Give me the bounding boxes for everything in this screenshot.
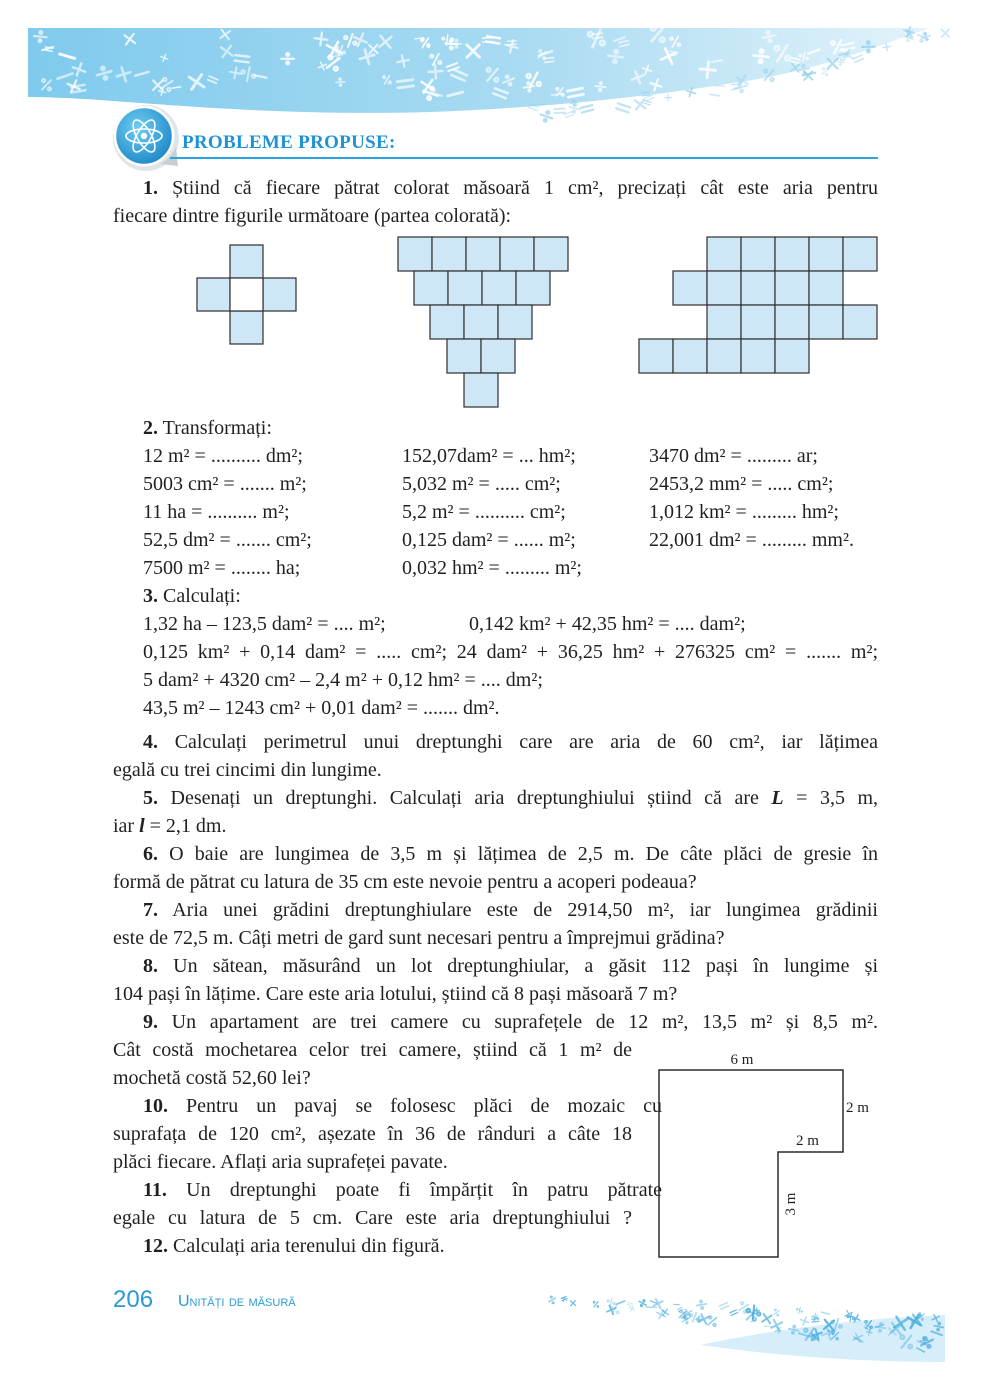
problem-text: fiecare dintre figurile următoare (partea colorată): (113, 205, 512, 227)
problem-text: 104 pași în lățime. Care este aria lotului, știind că 8 pași măsoară 7 m? (113, 983, 678, 1005)
colored-square (707, 339, 741, 373)
problem-text: mochetă costă 52,60 lei? (113, 1067, 311, 1089)
colored-square (500, 237, 534, 271)
problem-1-line-1 (113, 174, 878, 202)
conversion-item: 3470 dm² = ......... ar; (649, 445, 818, 467)
section-title: PROBLEME PROPUSE: (182, 132, 396, 153)
chapter-title: Unități de măsură (178, 1293, 296, 1310)
label-top-side: 6 m (730, 1052, 754, 1068)
problem-5-line-2 (113, 812, 878, 840)
equals-symbol-icon (627, 1302, 633, 1306)
conversion-item: 11 ha = .......... m²; (143, 501, 290, 523)
conversion-table (143, 442, 903, 582)
problem-text: Desenați un dreptunghi. Calculați aria dreptunghiului știind că are (170, 787, 759, 809)
times-symbol-icon (629, 1306, 634, 1311)
problem-3-title (143, 582, 878, 610)
problem-text: = 2,1 dm. (149, 815, 227, 837)
colored-square (707, 237, 741, 271)
divide-symbol-icon (696, 1300, 707, 1310)
problem-text: egală cu trei cincimi din lungime. (113, 759, 382, 781)
colored-square (481, 339, 515, 373)
problem-text: iar (113, 815, 135, 837)
minus-symbol-icon (415, 38, 422, 39)
conversion-item: 22,001 dm² = ......... mm². (649, 529, 854, 551)
percent-symbol-icon (593, 1301, 599, 1307)
colored-square (673, 271, 707, 305)
problem-1 (113, 174, 878, 230)
problem-9-line-2 (113, 1036, 632, 1064)
problem-text: suprafața de 120 cm², așezate în 36 de rânduri a câte 18 (113, 1123, 632, 1145)
colored-square (414, 271, 448, 305)
colored-square (741, 271, 775, 305)
colored-square (843, 305, 877, 339)
blank-square (230, 278, 263, 311)
problem-number: 4. (143, 731, 158, 753)
percent-symbol-icon (548, 1296, 556, 1304)
problem-10-line-1 (113, 1092, 662, 1120)
percent-symbol-icon (607, 1298, 616, 1307)
problem-text: Un dreptunghi poate fi împărțit în patru pătrate (186, 1179, 662, 1201)
problem-number: 10. (143, 1095, 168, 1117)
colored-square (464, 305, 498, 339)
colored-square (230, 311, 263, 344)
problem-2-title (143, 414, 903, 442)
equals-symbol-icon (720, 1303, 729, 1309)
expression: 1,32 ha – 123,5 dam² = .... m²; (143, 613, 386, 635)
plus-symbol-icon (665, 94, 672, 101)
minus-symbol-icon (821, 1312, 829, 1314)
problem-text: Calculați perimetrul unui dreptunghi care are aria de 60 cm², iar lățimea (174, 731, 879, 753)
colored-square (197, 278, 230, 311)
page-number: 206 (113, 1286, 154, 1313)
problem-number: 6. (143, 843, 158, 865)
colored-square (263, 278, 296, 311)
problem-text: Un sătean, măsurând un lot dreptunghiular, a găsit 112 pași în lungime și (173, 955, 878, 977)
problem-3 (143, 582, 878, 722)
problem-6-line-2 (113, 868, 878, 896)
problem-title: Transformați: (162, 417, 272, 439)
colored-square (639, 339, 673, 373)
conversion-item: 152,07dam² = ... hm²; (402, 445, 576, 467)
percent-symbol-icon (796, 1307, 802, 1313)
colored-square (230, 245, 263, 278)
problem-number: 8. (143, 955, 158, 977)
problem-text: plăci fiecare. Aflați aria suprafeței pavate. (113, 1151, 448, 1173)
problem-number: 12. (143, 1235, 168, 1257)
minus-symbol-icon (764, 1326, 771, 1327)
variable-width: l (139, 815, 145, 837)
figure-l-shaped-terrain (655, 1050, 855, 1262)
conversion-item: 7500 m² = ........ ha; (143, 557, 301, 579)
colored-square (464, 373, 498, 407)
colored-square (516, 271, 550, 305)
problem-number: 2. (143, 417, 158, 439)
conversion-item: 5003 cm² = ....... m²; (143, 473, 307, 495)
colored-square (482, 271, 516, 305)
conversion-item: 52,5 dm² = ....... cm²; (143, 529, 312, 551)
problem-text: Știind că fiecare pătrat colorat măsoară 1 cm², precizați cât este aria pentru (172, 177, 879, 199)
problem-text: O baie are lungimea de 3,5 m și lățimea de 2,5 m. De câte plăci de gresie în (169, 843, 879, 865)
minus-symbol-icon (731, 88, 739, 90)
colored-square (498, 305, 532, 339)
problem-5-line-1 (113, 784, 878, 812)
colored-square (775, 339, 809, 373)
atom-icon (108, 100, 182, 174)
conversion-item: 0,032 hm² = ......... m²; (402, 557, 582, 579)
problem-text: Aria unei grădini dreptunghiulare este de 2914,50 m², iar lungimea grădinii (172, 899, 878, 921)
figure-stepped-shape (638, 236, 880, 376)
problem-8-line-2 (113, 980, 878, 1008)
problem-6-line-1 (113, 840, 878, 868)
colored-square (775, 271, 809, 305)
colored-square (843, 237, 877, 271)
minus-symbol-icon (650, 1301, 656, 1303)
problem-number: 5. (143, 787, 158, 809)
problem-title: Calculați: (163, 585, 241, 607)
problem-text: Cât costă mochetarea celor trei camere, știind că 1 m² de (113, 1039, 632, 1061)
percent-symbol-icon (773, 1309, 780, 1316)
expression: 0,125 km² + 0,14 dam² = ..... cm²; 24 dam² + 36,25 hm² + 276325 cm² = ....... m²; (143, 641, 878, 663)
label-vertical-side: 3 m (783, 1192, 799, 1216)
problem-number: 3. (143, 585, 158, 607)
equals-symbol-icon (730, 1310, 738, 1316)
problem-text: = 3,5 m, (796, 787, 879, 809)
times-symbol-icon (771, 1320, 782, 1331)
label-right-side: 2 m (846, 1100, 869, 1116)
variable-length: L (771, 787, 784, 809)
times-symbol-icon (570, 1301, 575, 1306)
problem-text: formă de pătrat cu latura de 35 cm este nevoie pentru a acoperi podeaua? (113, 871, 697, 893)
colored-square (741, 237, 775, 271)
problem-number: 11. (143, 1179, 167, 1201)
colored-square (809, 305, 843, 339)
colored-square (448, 271, 482, 305)
problem-number: 7. (143, 899, 158, 921)
minus-symbol-icon (616, 1301, 625, 1304)
problem-text: este de 72,5 m. Câți metri de gard sunt necesari pentru a împrejmui grădina? (113, 927, 725, 949)
problem-8-line-1 (113, 952, 878, 980)
problem-3-line-4 (143, 694, 878, 722)
plus-symbol-icon (799, 1316, 810, 1327)
problem-4-line-1 (113, 728, 878, 756)
problem-3-line-3 (143, 666, 878, 694)
terrain-outline (659, 1070, 843, 1257)
figure-plus-shape (196, 244, 298, 346)
minus-symbol-icon (715, 86, 724, 87)
decorative-footer-symbols (520, 1270, 960, 1370)
problem-text: Calculați aria terenului din figură. (173, 1235, 445, 1257)
colored-square (447, 339, 481, 373)
colored-square (741, 339, 775, 373)
colored-square (707, 271, 741, 305)
conversion-item: 5,032 m² = ..... cm²; (402, 473, 561, 495)
problem-11-line-2 (113, 1204, 632, 1232)
conversion-item: 2453,2 mm² = ..... cm²; (649, 473, 834, 495)
problem-number: 9. (143, 1011, 158, 1033)
colored-square (534, 237, 568, 271)
problem-10-line-2 (113, 1120, 632, 1148)
problem-number: 1. (143, 177, 158, 199)
colored-square (673, 339, 707, 373)
problem-9-line-1 (113, 1008, 878, 1036)
divide-symbol-icon (539, 109, 554, 123)
plus-symbol-icon (651, 1297, 665, 1311)
percent-symbol-icon (821, 67, 830, 76)
colored-square (707, 305, 741, 339)
title-underline (170, 157, 878, 159)
colored-square (809, 237, 843, 271)
problem-7-line-1 (113, 896, 878, 924)
colored-square (775, 237, 809, 271)
plus-symbol-icon (605, 1303, 618, 1316)
problem-4-line-2 (113, 756, 878, 784)
problem-text: Pentru un pavaj se folosesc plăci de mozaic cu (186, 1095, 663, 1117)
equals-symbol-icon (616, 103, 630, 112)
plus-symbol-icon (811, 1313, 819, 1321)
problem-2 (143, 414, 903, 582)
problem-3-line-1 (143, 610, 878, 638)
percent-symbol-icon (690, 1313, 699, 1323)
conversion-item: 5,2 m² = .......... cm²; (402, 501, 566, 523)
conversion-item: 0,125 dam² = ...... m²; (402, 529, 576, 551)
times-symbol-icon (941, 29, 949, 37)
problem-1-line-2 (113, 202, 878, 230)
colored-square (466, 237, 500, 271)
colored-square (398, 237, 432, 271)
problem-7-line-2 (113, 924, 878, 952)
conversion-item: 12 m² = .......... dm²; (143, 445, 303, 467)
problem-text: Un apartament are trei camere cu suprafețele de 12 m², 13,5 m² și 8,5 m². (171, 1011, 879, 1033)
figure-triangle-shape (397, 236, 571, 410)
expression: 0,142 km² + 42,35 hm² = .... dam²; (469, 613, 746, 635)
colored-square (741, 305, 775, 339)
times-symbol-icon (635, 99, 645, 109)
problem-text: egale cu latura de 5 cm. Care este aria dreptunghiului ? (113, 1207, 632, 1229)
minus-symbol-icon (710, 94, 720, 96)
equals-symbol-icon (581, 105, 594, 112)
colored-square (775, 305, 809, 339)
colored-square (430, 305, 464, 339)
colored-square (809, 271, 843, 305)
conversion-item: 1,012 km² = ......... hm²; (649, 501, 839, 523)
equals-symbol-icon (853, 55, 863, 62)
problem-3-line-2 (143, 638, 878, 666)
label-inner-side: 2 m (796, 1133, 819, 1149)
percent-symbol-icon (707, 1316, 718, 1327)
expression: 43,5 m² – 1243 cm² + 0,01 dam² = ....... dm². (143, 697, 500, 719)
equals-symbol-icon (644, 100, 651, 105)
equals-symbol-icon (554, 109, 565, 114)
expression: 5 dam² + 4320 cm² – 2,4 m² + 0,12 hm² = .... dm²; (143, 669, 543, 691)
problem-11-line-1 (113, 1176, 662, 1204)
colored-square (432, 237, 466, 271)
times-symbol-icon (762, 1314, 771, 1323)
